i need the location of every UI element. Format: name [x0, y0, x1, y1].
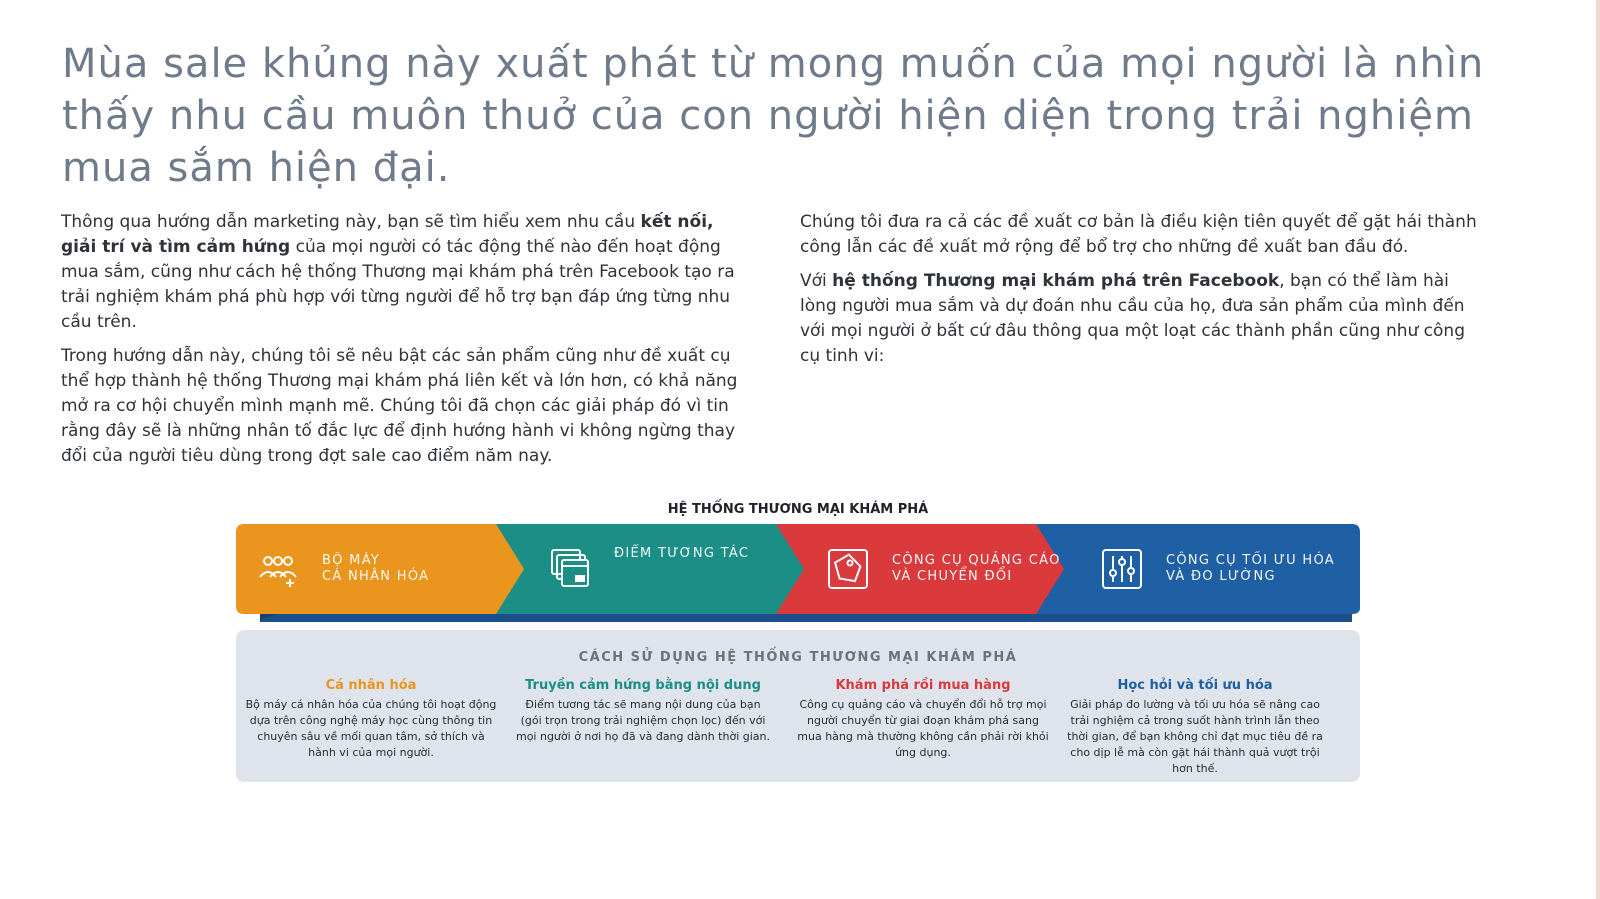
- usage-column-text: Giải pháp đo lường và tối ưu hóa sẽ nâng cao trải nghiệm cả trong suốt hành trình lẫn theo thời gian, để bạn không chỉ đạt mục tiêu đề ra cho dịp lễ mà còn gặt hái thành quả vượt trội hơn thế.: [1067, 698, 1323, 775]
- left-paragraph-1: [61, 210, 741, 335]
- left-p1-bold: kết nối, giải trí và tìm cảm hứng: [61, 212, 714, 257]
- step-label-line-1: CÔNG CỤ TỐI ƯU HÓA: [1166, 553, 1335, 568]
- right-p2-text-a: Với: [800, 271, 833, 291]
- price-tag-icon: [826, 547, 870, 591]
- right-text-column: [800, 210, 1490, 378]
- step-touchpoints: [548, 524, 798, 614]
- step-personalization-engine: [256, 524, 506, 614]
- left-p1-text-b: của mọi người có tác động thế nào đến hoạt động mua sắm, cũng như cách hệ thống Thương mại khám phá trên Facebook tạo ra trải nghiệm khám phá phù hợp với từng người để hỗ trợ bạn đáp ứng từng nhu cầu trên.: [61, 237, 735, 332]
- step-label: [322, 553, 429, 585]
- usage-panel: [236, 630, 1360, 782]
- step-ads-conversion-tools: [826, 524, 1086, 614]
- usage-column-text: Điểm tương tác sẽ mang nội dung của bạn (gói trọn trong trải nghiệm chọn lọc) đến với mọi người ở nơi họ đã và đang dành thời gian.: [515, 698, 770, 743]
- left-text-column: [61, 210, 741, 478]
- step-optimization-measurement: [1100, 524, 1350, 614]
- step-label: [1166, 553, 1335, 585]
- right-paragraph-1: Chúng tôi đưa ra cả các đề xuất cơ bản là điều kiện tiên quyết để gặt hái thành công lẫn các đề xuất mở rộng để bổ trợ cho những đề xuất ban đầu đó.: [800, 212, 1477, 257]
- right-paragraph-2: [800, 269, 1490, 369]
- usage-title: CÁCH SỬ DỤNG HỆ THỐNG THƯƠNG MẠI KHÁM PHÁ: [578, 650, 1018, 665]
- diagram-title: HỆ THỐNG THƯƠNG MẠI KHÁM PHÁ: [667, 502, 929, 517]
- page-headline: Mùa sale khủng này xuất phát từ mong muốn của mọi người là nhìn thấy nhu cầu muôn thuở của con người hiện diện trong trải nghiệm mua sắm hiện đại.: [62, 41, 1485, 191]
- right-p2-text-b: , bạn có thể làm hài lòng người mua sắm và dự đoán nhu cầu của họ, đưa sản phẩm của mình đến với mọi người ở bất cứ đâu thông qua một loạt các thành phần cũng như công cụ tinh vi:: [800, 271, 1465, 366]
- stacked-screens-icon: [548, 546, 592, 590]
- step-label: [892, 553, 1061, 585]
- left-p1-text-a: Thông qua hướng dẫn marketing này, bạn sẽ tìm hiểu xem nhu cầu: [61, 212, 641, 232]
- step-label-line-1: ĐIỂM TƯƠNG TÁC: [614, 546, 750, 561]
- step-label-line-2: CÁ NHÂN HÓA: [322, 569, 430, 584]
- left-paragraph-2: Trong hướng dẫn này, chúng tôi sẽ nêu bật các sản phẩm cũng như đề xuất cụ thể hợp thành hệ thống Thương mại khám phá liên kết và lớn hơn, có khả năng mở ra cơ hội chuyển mình mạnh mẽ. Chúng tôi đã chọn các giải pháp đó vì tin rằng đây sẽ là những nhân tố đắc lực để định hướng hành vi không ngừng thay đổi của người tiêu dùng trong đợt sale cao điểm năm nay.: [61, 346, 738, 466]
- usage-column-learn-optimize: [1066, 678, 1324, 777]
- usage-column-discover-buy: [794, 678, 1052, 761]
- step-label-line-2: VÀ CHUYỂN ĐỔI: [892, 569, 1013, 584]
- sliders-icon: [1100, 547, 1144, 591]
- page-edge-divider: [1596, 0, 1600, 899]
- usage-column-title: Khám phá rồi mua hàng: [835, 678, 1011, 693]
- step-label-line-2: VÀ ĐO LƯỜNG: [1166, 569, 1276, 584]
- usage-column-title: Học hỏi và tối ưu hóa: [1117, 678, 1273, 693]
- step-label: [614, 546, 749, 562]
- usage-column-text: Công cụ quảng cáo và chuyển đổi hỗ trợ mọi người chuyển từ giai đoạn khám phá sang mua hàng mà thường không cần phải rời khỏi ứng dụng.: [797, 698, 1049, 759]
- commerce-system-band: [236, 524, 1360, 622]
- step-label-line-1: BỘ MÁY: [322, 553, 381, 568]
- usage-column-title: Truyền cảm hứng bằng nội dung: [525, 678, 761, 693]
- usage-column-text: Bộ máy cá nhân hóa của chúng tôi hoạt động dựa trên công nghệ máy học cùng thông tin chuyên sâu về mối quan tâm, sở thích và hành vi của mọi người.: [245, 698, 497, 759]
- right-p2-bold: hệ thống Thương mại khám phá trên Facebook: [832, 271, 1280, 291]
- step-label-line-1: CÔNG CỤ QUẢNG CÁO: [892, 553, 1061, 568]
- usage-column-personalization: [242, 678, 500, 761]
- people-group-icon: [256, 547, 300, 591]
- usage-column-title: Cá nhân hóa: [325, 678, 417, 693]
- usage-column-content-inspiration: [514, 678, 772, 745]
